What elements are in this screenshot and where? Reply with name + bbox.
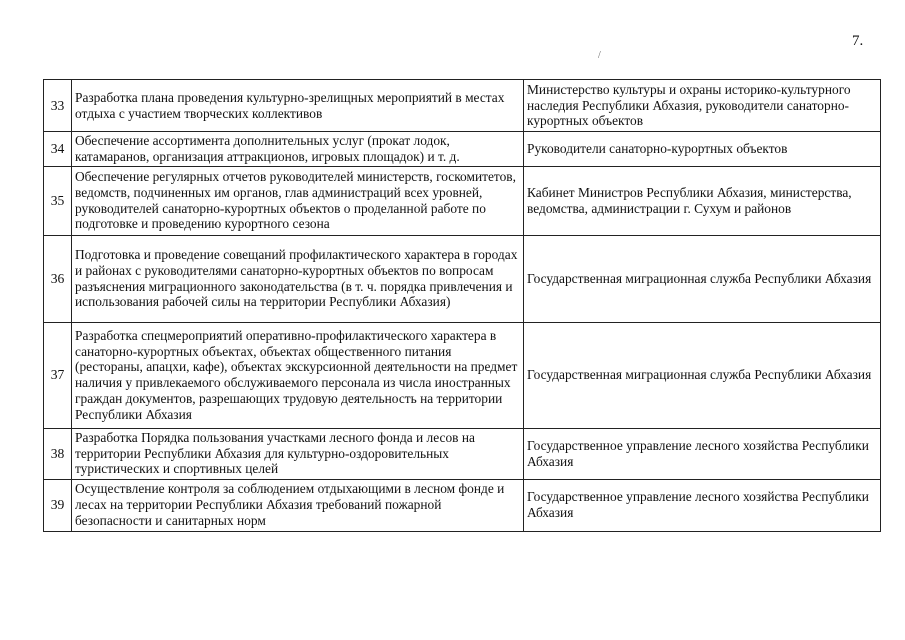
scan-mark: / [598,50,601,61]
action-cell: Осуществление контроля за соблюдением отдыхающими в лесном фонде и лесах на территории Республики Абхазия требований пожарной безопасности и санитарных норм [72,479,524,531]
action-cell: Подготовка и проведение совещаний профилактического характера в городах и районах с руководителями санаторно-курортных объектов по вопросам разъяснения миграционного законодательства (в т. ч. порядка привлечения и использования рабочей силы на территории Республики Абхазия) [72,235,524,322]
responsible-cell: Государственная миграционная служба Республики Абхазия [524,322,881,428]
table-row [44,428,881,479]
row-number: 35 [44,166,72,235]
responsible-cell: Государственное управление лесного хозяйства Республики Абхазия [524,428,881,479]
responsible-cell: Государственная миграционная служба Республики Абхазия [524,235,881,322]
table-row [44,322,881,428]
action-cell: Обеспечение ассортимента дополнительных услуг (прокат лодок, катамаранов, организация аттракционов, игровых площадок) и т. д. [72,132,524,167]
responsible-cell: Министерство культуры и охраны историко-культурного наследия Республики Абхазия, руководители санаторно-курортных объектов [524,80,881,132]
row-number: 39 [44,479,72,531]
responsible-cell: Кабинет Министров Республики Абхазия, министерства, ведомства, администрации г. Сухум и районов [524,166,881,235]
action-cell: Разработка Порядка пользования участками лесного фонда и лесов на территории Республики Абхазия для культурно-оздоровительных туристических и спортивных целей [72,428,524,479]
table-row [44,132,881,167]
row-number: 37 [44,322,72,428]
action-cell: Обеспечение регулярных отчетов руководителей министерств, госкомитетов, ведомств, подчиненных им органов, глав администраций всех уровней, руководителей санаторно-курортных объектов о проделанной работе по подготовке и проведению курортного сезона [72,166,524,235]
action-cell: Разработка спецмероприятий оперативно-профилактического характера в санаторно-курортных объектах, объектах общественного питания (рестораны, апацхи, кафе), объектах экскурсионной деятельности на предмет наличия у привлекаемого обслуживаемого персонала из числа иностранных граждан документов, разрешающих трудовую деятельность на территории Республики Абхазия [72,322,524,428]
measures-table [43,79,881,532]
action-cell: Разработка плана проведения культурно-зрелищных мероприятий в местах отдыха с участием творческих коллективов [72,80,524,132]
responsible-cell: Руководители санаторно-курортных объектов [524,132,881,167]
page-number: 7. [852,33,864,49]
row-number: 38 [44,428,72,479]
table-row [44,166,881,235]
row-number: 33 [44,80,72,132]
row-number: 34 [44,132,72,167]
table-row [44,479,881,531]
row-number: 36 [44,235,72,322]
responsible-cell: Государственное управление лесного хозяйства Республики Абхазия [524,479,881,531]
table-row [44,80,881,132]
table-row [44,235,881,322]
